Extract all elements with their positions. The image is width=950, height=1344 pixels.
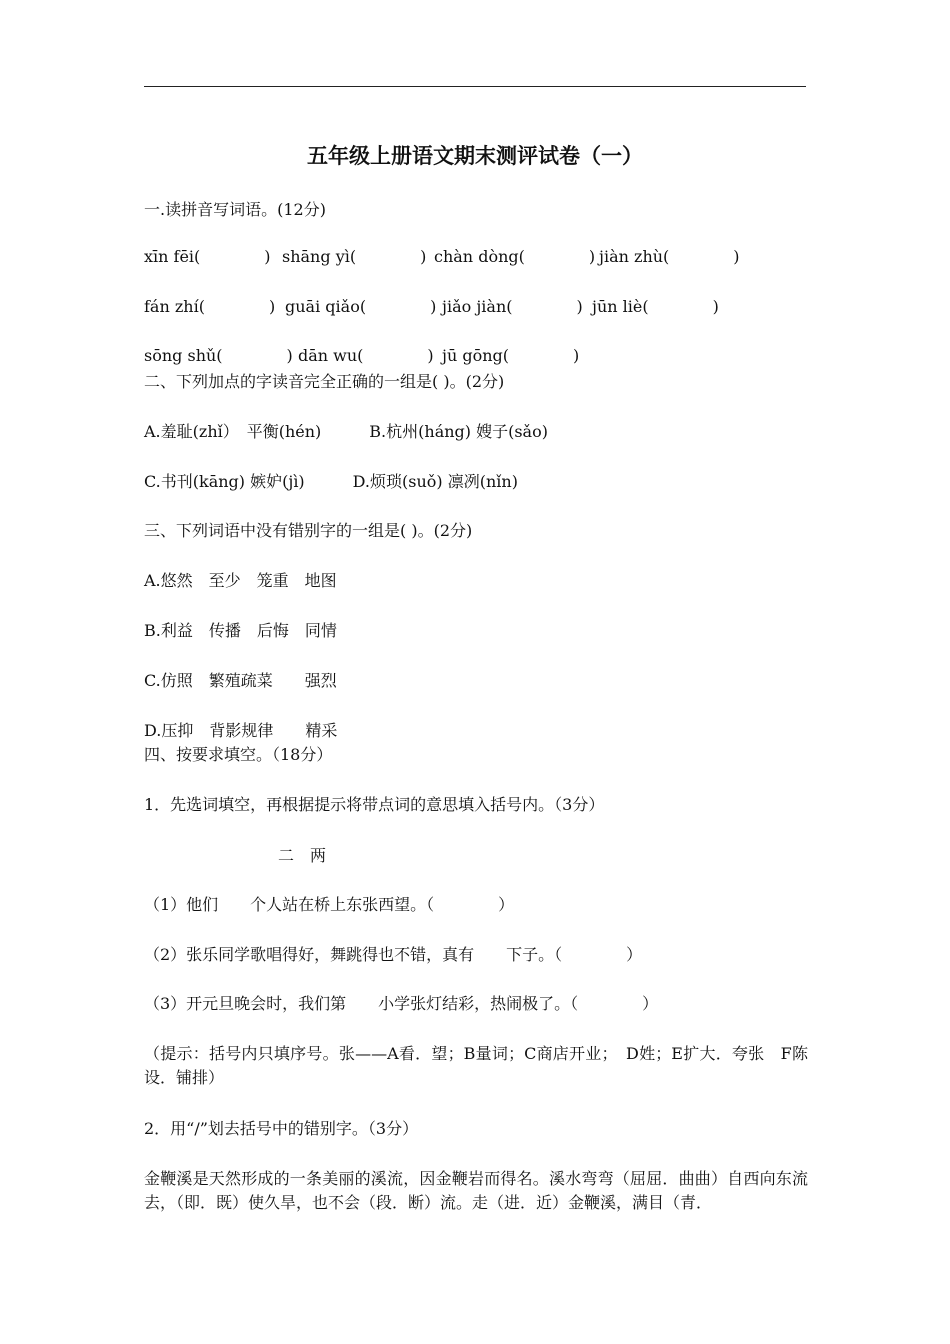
- pinyin-row-2: [144, 297, 719, 317]
- pinyin-item: guāi qiǎo( ): [285, 297, 437, 316]
- q3-option-a: A.悠然 至少 笼重 地图: [144, 571, 337, 590]
- fill-item-3: （3）开元旦晚会时，我们第 小学张灯结彩，热闹极了。（ ）: [144, 994, 659, 1013]
- pinyin-item: jū gōng( ): [442, 346, 580, 365]
- q3-option-c: C.仿照 繁殖疏菜 强烈: [144, 671, 337, 690]
- pinyin-item: shāng yì( ): [282, 247, 427, 266]
- q3-option-d: D.压抑 背影规律 精采: [144, 721, 338, 740]
- fill-item-2: （2）张乐同学歌唱得好，舞跳得也不错，真有 下子。（ ）: [144, 945, 643, 964]
- q2-options-cd: C.书刊(kāng) 嫉妒(jì) D.烦琐(suǒ) 凛冽(nǐn): [144, 472, 518, 491]
- pinyin-row-1: [144, 247, 740, 267]
- q3-option-b: B.利益 传播 后悔 同情: [144, 621, 337, 640]
- q4-section2-title: 2．用“/”划去括号中的错别字。（3分）: [144, 1119, 419, 1138]
- q1-heading: 一.读拼音写词语。(12分): [144, 200, 326, 219]
- pinyin-item: jiàn zhù( ): [599, 247, 740, 266]
- passage-text: 金鞭溪是天然形成的一条美丽的溪流，因金鞭岩而得名。溪水弯弯（屈屈．曲曲）自西向东流去，（即．既）使久旱，也不会（段．断）流。走（进．近）金鞭溪，满目（青．: [144, 1169, 808, 1212]
- pinyin-item: jiǎo jiàn( ): [442, 297, 583, 316]
- pinyin-item: jūn liè( ): [592, 297, 719, 316]
- header-rule: [144, 86, 806, 87]
- pinyin-item: dān wu( ): [298, 346, 434, 365]
- word-choices: 二 两: [278, 846, 327, 865]
- q2-heading: 二、下列加点的字读音完全正确的一组是( )。(2分): [144, 372, 505, 391]
- pinyin-item: sōng shǔ( ): [144, 346, 293, 365]
- hint-text: （提示：括号内只填序号。张——A看．望；B量词；C商店开业； D姓；E扩大．夸张 F陈设．铺排）: [144, 1044, 808, 1087]
- pinyin-item: chàn dòng( ): [434, 247, 596, 266]
- q2-options-ab: A.羞耻(zhǐ） 平衡(hén) B.杭州(háng) 嫂子(sǎo): [144, 422, 548, 441]
- page-title: 五年级上册语文期末测评试卷（一）: [307, 143, 643, 168]
- q4-section1-title: 1．先选词填空，再根据提示将带点词的意思填入括号内。（3分）: [144, 795, 605, 814]
- q4-heading: 四、按要求填空。（18分）: [144, 745, 333, 764]
- fill-item-1: （1）他们 个人站在桥上东张西望。（ ）: [144, 895, 515, 914]
- pinyin-row-3: [144, 346, 579, 366]
- pinyin-item: xīn fēi( ): [144, 247, 271, 266]
- pinyin-item: fán zhí( ): [144, 297, 276, 316]
- q3-heading: 三、下列词语中没有错别字的一组是( )。(2分): [144, 521, 473, 540]
